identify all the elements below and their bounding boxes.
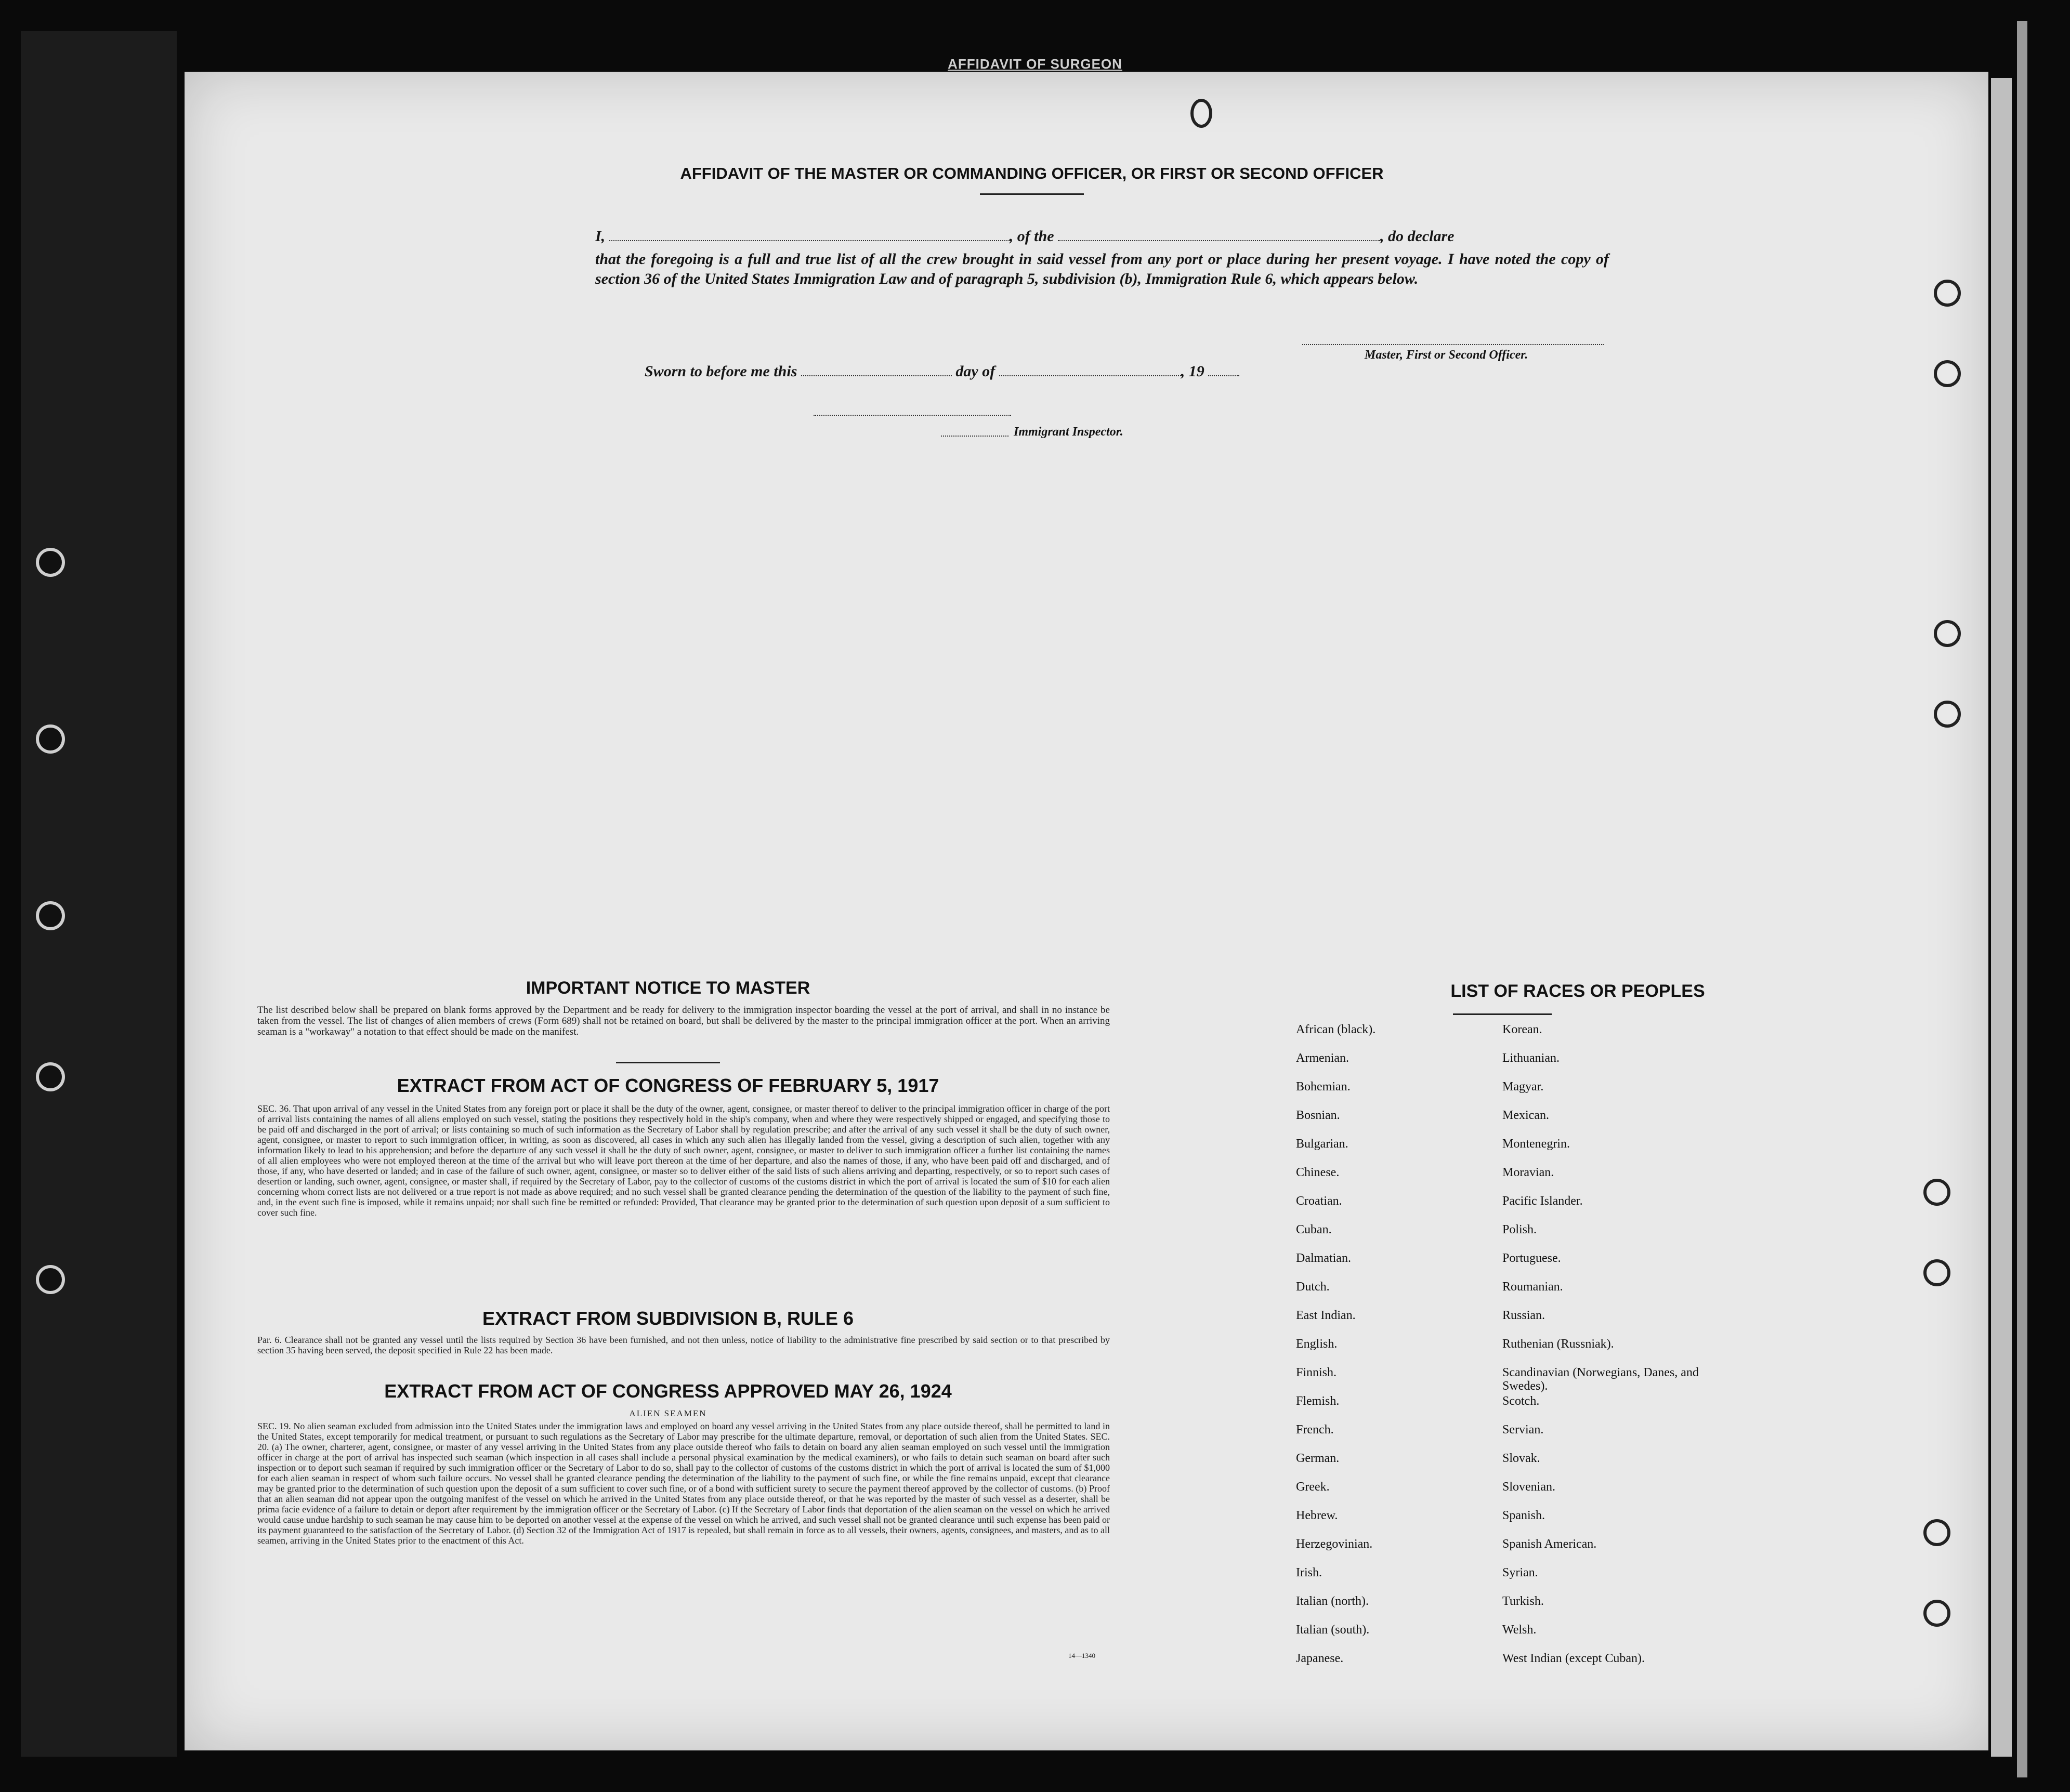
- declare-label: , do declare: [1380, 228, 1455, 245]
- race-item: Croatian.: [1296, 1194, 1342, 1208]
- race-item: Bulgarian.: [1296, 1137, 1348, 1151]
- race-item: Slovak.: [1502, 1452, 1540, 1465]
- race-item: Russian.: [1502, 1309, 1545, 1322]
- race-item: Armenian.: [1296, 1051, 1349, 1065]
- race-item: Welsh.: [1502, 1623, 1537, 1637]
- affidavit-title-rule: [980, 193, 1084, 195]
- race-item: Cuban.: [1296, 1223, 1332, 1236]
- notice-rule: [616, 1062, 720, 1063]
- race-item: Scandinavian (Norwegians, Danes, and Swedes).: [1502, 1366, 1699, 1393]
- race-item: Herzegovinian.: [1296, 1537, 1373, 1551]
- race-item: Dalmatian.: [1296, 1251, 1351, 1265]
- race-item: Dutch.: [1296, 1280, 1330, 1294]
- race-item: Syrian.: [1502, 1566, 1538, 1579]
- scan-left-edge: [21, 31, 177, 1757]
- sworn-day-of: day of: [955, 363, 995, 380]
- races-title-rule: [1453, 1013, 1552, 1015]
- inspector-label: Immigrant Inspector.: [1014, 425, 1123, 439]
- race-item: Flemish.: [1296, 1394, 1340, 1408]
- extract-1917-text: SEC. 36. That upon arrival of any vessel in the United States from any foreign port or place it shall be the duty of the owner, agent, consignee, or master thereof to deliver to the principal immigration officer in charge of the port of arrival lists containing the names of all aliens employed on such vessel, stating the positions they respectively hold in the ship's company, when and where they were respectively shipped or engaged, and specifying those to be paid off and discharged in the port of arrival; or lists containing so much of such information as the Secretary of Labor shall by regulation prescribe; and after the arrival of any such vessel it shall be the duty of such owner, agent, consignee, or master to report to such immigration officer, in writing, as soon as discovered, all cases in which any such alien has illegally landed from the vessel, giving a description of such alien, together with any information likely to lead to his apprehension; and before the departure of any such vessel it shall be the duty of such owner, agent, consignee, or master to deliver to such immigration officer a further list containing the names of all alien employees who were not employed thereon at the time of the arrival but who will leave port thereon at the time of her departure, and also the names of those, if any, who have been paid off and discharged, and of those, if any, who have deserted or landed; and in case of the failure of such owner, agent, consignee, or master so to deliver either of the said lists of such aliens arriving and departing, respectively, or so to report such cases of desertion or landing, such owner, agent, consignee, or master shall, if required by the Secretary of Labor, pay to the collector of customs of the customs district in which the port of arrival is located the sum of $10 for each alien concerning whom correct lists are not delivered or a true report is not made as above required; and no such vessel shall be granted clearance pending the determination of the question of the liability to the payment of such fine, and, in the event such fine is imposed, while it remains unpaid; nor shall such fine be remitted or refunded: Provided, That clearance may be granted prior to the determination of such question upon deposit of a sum sufficient to cover such fine.: [257, 1103, 1110, 1218]
- of-the-label: , of the: [1009, 228, 1054, 245]
- race-item: Finnish.: [1296, 1366, 1337, 1379]
- race-item: Portuguese.: [1502, 1251, 1561, 1265]
- race-item: Chinese.: [1296, 1166, 1340, 1179]
- race-item: Irish.: [1296, 1566, 1322, 1579]
- extract-1924-title: EXTRACT FROM ACT OF CONGRESS APPROVED MAY 26, 1924: [384, 1380, 952, 1402]
- race-item: Scotch.: [1502, 1394, 1540, 1408]
- race-item: Japanese.: [1296, 1652, 1344, 1665]
- race-item: Mexican.: [1502, 1109, 1549, 1122]
- sworn-prefix: Sworn to before me this: [645, 363, 797, 380]
- race-item: East Indian.: [1296, 1309, 1356, 1322]
- race-item: Pacific Islander.: [1502, 1194, 1583, 1208]
- punch-hole: [39, 904, 62, 927]
- race-item: Polish.: [1502, 1223, 1537, 1236]
- race-item: Magyar.: [1502, 1080, 1544, 1093]
- affidavit-body: that the foregoing is a full and true list of all the crew brought in said vessel from any port or place during her present voyage. I have noted the copy of section 36 of the United States Immigration Law and of paragraph 5, subdivision (b), Immigration Rule 6, which appears below.: [595, 251, 1609, 287]
- extract-1917-title: EXTRACT FROM ACT OF CONGRESS OF FEBRUARY 5, 1917: [397, 1075, 939, 1096]
- vessel-blank: [1058, 240, 1380, 241]
- manifest-page: [185, 72, 1988, 1750]
- master-label: Master, First or Second Officer.: [1365, 348, 1528, 362]
- race-item: Spanish American.: [1502, 1537, 1597, 1551]
- name-blank: [609, 240, 1010, 241]
- binder-hole: [1923, 1259, 1950, 1286]
- race-item: Turkish.: [1502, 1595, 1544, 1608]
- races-title: LIST OF RACES OR PEOPLES: [1450, 981, 1705, 1001]
- extract-1924-subtitle: ALIEN SEAMEN: [629, 1408, 707, 1418]
- sworn-year-blank: [1208, 375, 1239, 376]
- notice-title: IMPORTANT NOTICE TO MASTER: [526, 978, 810, 998]
- back-sheet-strip: [1991, 78, 2012, 1757]
- affidavit-line-1: [595, 227, 1697, 246]
- race-item: Italian (north).: [1296, 1595, 1369, 1608]
- sworn-date-blank: [801, 375, 952, 376]
- sworn-month-blank: [999, 375, 1181, 376]
- race-item: Hebrew.: [1296, 1509, 1338, 1522]
- inspector-signature-blank-2: [941, 436, 1008, 437]
- back-sheet-strip-2: [2017, 21, 2027, 1777]
- races-left-column: [1296, 1023, 1483, 1680]
- sworn-line: [645, 362, 1372, 381]
- binder-hole: [1923, 1519, 1950, 1546]
- race-item: German.: [1296, 1452, 1340, 1465]
- binder-hole: [1923, 1179, 1950, 1206]
- binder-hole: [1923, 1600, 1950, 1627]
- top-heading: AFFIDAVIT OF SURGEON: [948, 56, 1122, 72]
- punch-hole: [39, 1065, 62, 1088]
- race-item: Bosnian.: [1296, 1109, 1340, 1122]
- i-label: I,: [595, 228, 606, 245]
- extract-rule6-title: EXTRACT FROM SUBDIVISION B, RULE 6: [482, 1308, 854, 1329]
- affidavit-title: AFFIDAVIT OF THE MASTER OR COMMANDING OFFICER, OR FIRST OR SECOND OFFICER: [680, 164, 1384, 182]
- extract-1924-text: SEC. 19. No alien seaman excluded from admission into the United States under the immigration laws and employed on board any vessel arriving in the United States from any place outside thereof, shall be permitted to land in the United States, except temporarily for medical treatment, or pursuant to such regulations as the Secretary of Labor may prescribe for the ultimate departure, removal, or deportation of such alien from the United States. SEC. 20. (a) The owner, charterer, agent, consignee, or master of any vessel arriving in the United States from any place outside thereof who fails to detain on board any alien seaman employed on such vessel until the immigration officer in charge at the port of arrival has inspected such seaman (which inspection in all cases shall include a personal physical examination by the medical examiners), or who fails to detain such seaman on board after such inspection or to deport such seaman if required by such immigration officer or the Secretary of Labor to do so, shall pay to the collector of customs of the customs district in which the port of arrival is located the sum of $1,000 for each alien seaman in respect of whom such failure occurs. No vessel shall be granted clearance pending the determination of the liability to the payment of such fine, or while the fine remains unpaid, except that clearance may be granted prior to the determination of such question upon the deposit of a sum sufficient to cover such fine, or of a bond with sufficient surety to secure the payment thereof approved by the collector of customs. (b) Proof that an alien seaman did not appear upon the outgoing manifest of the vessel on which he arrived in the United States from any place outside thereof, or that he was reported by the master of such vessel as a deserter, shall be prima facie evidence of a failure to detain or deport after requirement by the immigration officer or the Secretary of Labor. (c) If the Secretary of Labor finds that deportation of the alien seaman on the vessel on which he arrived would cause undue hardship to such seaman he may cause him to be deported on another vessel at the expense of the vessel on which he arrived, and such vessel shall not be granted clearance until such expense has been paid or its payment guaranteed to the satisfaction of the Secretary of Labor. (d) Section 32 of the Immigration Act of 1917 is repealed, but shall remain in force as to all vessels, their owners, agents, consignees, and masters, and as to all seamen, arriving in the United States prior to the enactment of this Act.: [257, 1421, 1110, 1546]
- race-item: Italian (south).: [1296, 1623, 1370, 1637]
- race-item: Montenegrin.: [1502, 1137, 1570, 1151]
- race-item: Spanish.: [1502, 1509, 1545, 1522]
- race-item: West Indian (except Cuban).: [1502, 1652, 1645, 1665]
- binder-hole: [1934, 701, 1961, 728]
- race-item: Lithuanian.: [1502, 1051, 1560, 1065]
- race-item: English.: [1296, 1337, 1338, 1351]
- race-item: Roumanian.: [1502, 1280, 1563, 1294]
- notice-text: The list described below shall be prepared on blank forms approved by the Department and be ready for delivery to the immigration inspector boarding the vessel at the port of arrival, and shall in no instance be taken from the vessel. The list of changes of alien members of crews (Form 689) shall not be retained on board, but shall be delivered by the master to the principal immigration officer at the port. When an arriving seaman is a "workaway" a notation to that effect should be made on the manifest.: [257, 1005, 1110, 1037]
- binder-hole: [1934, 620, 1961, 647]
- punch-hole: [39, 551, 62, 574]
- races-right-column: [1502, 1023, 1721, 1680]
- form-number: 14—1340: [1068, 1652, 1095, 1659]
- race-item: Bohemian.: [1296, 1080, 1351, 1093]
- race-item: Servian.: [1502, 1423, 1544, 1437]
- extract-rule6-text: Par. 6. Clearance shall not be granted any vessel until the lists required by Section 36 have been furnished, and not then unless, notice of liability to the administrative fine prescribed by said section or to that prescribed by section 35 having been served, the deposit specified in Rule 22 has been made.: [257, 1335, 1110, 1355]
- binder-hole: [1190, 99, 1212, 128]
- race-item: Greek.: [1296, 1480, 1330, 1494]
- binder-hole: [1934, 280, 1961, 307]
- race-item: Moravian.: [1502, 1166, 1554, 1179]
- punch-hole: [39, 1268, 62, 1291]
- race-item: Slovenian.: [1502, 1480, 1555, 1494]
- race-item: African (black).: [1296, 1023, 1376, 1036]
- race-item: Ruthenian (Russniak).: [1502, 1337, 1614, 1351]
- binder-hole: [1934, 360, 1961, 387]
- inspector-signature-blank: [814, 415, 1011, 416]
- punch-hole: [39, 728, 62, 750]
- master-signature-blank: [1302, 344, 1604, 345]
- race-item: French.: [1296, 1423, 1334, 1437]
- sworn-year: , 19: [1181, 363, 1204, 380]
- race-item: Korean.: [1502, 1023, 1542, 1036]
